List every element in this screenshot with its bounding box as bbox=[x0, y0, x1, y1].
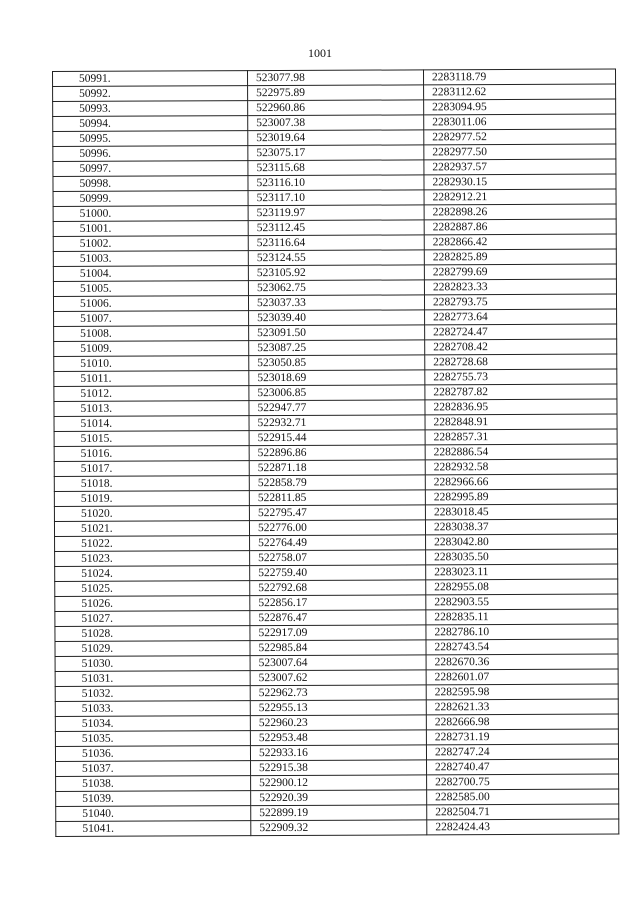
page-number: 1001 bbox=[308, 46, 332, 60]
point-number-cell: 50996. bbox=[53, 146, 248, 162]
point-number-cell: 51007. bbox=[54, 311, 249, 327]
x-coordinate-cell: 522776.00 bbox=[249, 520, 425, 536]
x-coordinate-cell: 522932.71 bbox=[249, 415, 425, 431]
y-coordinate-cell: 2282666.98 bbox=[426, 714, 618, 730]
point-number-cell: 51039. bbox=[56, 791, 251, 807]
point-number-cell: 51017. bbox=[54, 461, 249, 477]
point-number-cell: 51029. bbox=[55, 641, 250, 657]
y-coordinate-cell: 2282793.75 bbox=[424, 294, 616, 310]
point-number-cell: 50995. bbox=[53, 131, 248, 147]
point-number-cell: 51015. bbox=[54, 431, 249, 447]
y-coordinate-cell: 2282848.91 bbox=[425, 414, 617, 430]
y-coordinate-cell: 2282755.73 bbox=[425, 369, 617, 385]
table-row bbox=[56, 819, 619, 836]
point-number-cell: 51014. bbox=[54, 416, 249, 432]
y-coordinate-cell: 2282995.89 bbox=[425, 489, 617, 505]
point-number-cell: 51010. bbox=[54, 356, 249, 372]
y-coordinate-cell: 2282887.86 bbox=[424, 219, 616, 235]
point-number-cell: 51037. bbox=[56, 761, 251, 777]
x-coordinate-cell: 523112.45 bbox=[248, 220, 424, 236]
y-coordinate-cell: 2283112.62 bbox=[424, 84, 616, 100]
y-coordinate-cell: 2282977.52 bbox=[424, 129, 616, 145]
y-coordinate-cell: 2282504.71 bbox=[427, 804, 619, 820]
point-number-cell: 51013. bbox=[54, 401, 249, 417]
point-number-cell: 51018. bbox=[54, 476, 249, 492]
y-coordinate-cell: 2282740.47 bbox=[427, 759, 619, 775]
y-coordinate-cell: 2282747.24 bbox=[426, 744, 618, 760]
y-coordinate-cell: 2282585.00 bbox=[427, 789, 619, 805]
x-coordinate-cell: 523091.50 bbox=[249, 325, 425, 341]
y-coordinate-cell: 2283023.11 bbox=[426, 564, 618, 580]
point-number-cell: 51000. bbox=[53, 206, 248, 222]
point-number-cell: 51003. bbox=[53, 251, 248, 267]
y-coordinate-cell: 2282786.10 bbox=[426, 624, 618, 640]
x-coordinate-cell: 523117.10 bbox=[248, 190, 424, 206]
x-coordinate-cell: 522985.84 bbox=[250, 640, 426, 656]
point-number-cell: 51032. bbox=[55, 686, 250, 702]
y-coordinate-cell: 2283118.79 bbox=[423, 69, 615, 85]
point-number-cell: 50994. bbox=[53, 116, 248, 132]
y-coordinate-cell: 2282823.33 bbox=[424, 279, 616, 295]
x-coordinate-cell: 522975.89 bbox=[248, 85, 424, 101]
y-coordinate-cell: 2282700.75 bbox=[427, 774, 619, 790]
point-number-cell: 51026. bbox=[55, 596, 250, 612]
point-number-cell: 51002. bbox=[53, 236, 248, 252]
point-number-cell: 51033. bbox=[55, 701, 250, 717]
x-coordinate-cell: 522947.77 bbox=[249, 400, 425, 416]
point-number-cell: 50997. bbox=[53, 161, 248, 177]
x-coordinate-cell: 522955.13 bbox=[250, 700, 426, 716]
y-coordinate-cell: 2282731.19 bbox=[426, 729, 618, 745]
point-number-cell: 51041. bbox=[56, 821, 251, 837]
coordinates-table bbox=[52, 69, 619, 837]
point-number-cell: 51012. bbox=[54, 386, 249, 402]
y-coordinate-cell: 2282601.07 bbox=[426, 669, 618, 685]
y-coordinate-cell: 2283094.95 bbox=[424, 99, 616, 115]
point-number-cell: 51009. bbox=[54, 341, 249, 357]
y-coordinate-cell: 2282912.21 bbox=[424, 189, 616, 205]
point-number-cell: 51036. bbox=[55, 746, 250, 762]
point-number-cell: 51035. bbox=[55, 731, 250, 747]
point-number-cell: 51031. bbox=[55, 671, 250, 687]
x-coordinate-cell: 523087.25 bbox=[249, 340, 425, 356]
x-coordinate-cell: 522960.86 bbox=[248, 100, 424, 116]
x-coordinate-cell: 522960.23 bbox=[250, 715, 426, 731]
x-coordinate-cell: 523116.10 bbox=[248, 175, 424, 191]
x-coordinate-cell: 522915.44 bbox=[249, 430, 425, 446]
x-coordinate-cell: 522876.47 bbox=[250, 610, 426, 626]
point-number-cell: 51022. bbox=[55, 536, 250, 552]
coordinates-table-body bbox=[53, 69, 619, 836]
y-coordinate-cell: 2282724.47 bbox=[425, 324, 617, 340]
y-coordinate-cell: 2282898.26 bbox=[424, 204, 616, 220]
point-number-cell: 51040. bbox=[56, 806, 251, 822]
point-number-cell: 50992. bbox=[53, 86, 248, 102]
x-coordinate-cell: 522858.79 bbox=[249, 475, 425, 491]
x-coordinate-cell: 523124.55 bbox=[248, 250, 424, 266]
point-number-cell: 51021. bbox=[54, 521, 249, 537]
point-number-cell: 51030. bbox=[55, 656, 250, 672]
y-coordinate-cell: 2282670.36 bbox=[426, 654, 618, 670]
y-coordinate-cell: 2282621.33 bbox=[426, 699, 618, 715]
y-coordinate-cell: 2283042.80 bbox=[426, 534, 618, 550]
y-coordinate-cell: 2282977.50 bbox=[424, 144, 616, 160]
x-coordinate-cell: 523119.97 bbox=[248, 205, 424, 221]
x-coordinate-cell: 523116.64 bbox=[248, 235, 424, 251]
x-coordinate-cell: 522962.73 bbox=[250, 685, 426, 701]
y-coordinate-cell: 2282708.42 bbox=[425, 339, 617, 355]
x-coordinate-cell: 523039.40 bbox=[249, 310, 425, 326]
x-coordinate-cell: 522899.19 bbox=[251, 805, 427, 821]
y-coordinate-cell: 2282595.98 bbox=[426, 684, 618, 700]
point-number-cell: 51006. bbox=[53, 296, 248, 312]
point-number-cell: 50993. bbox=[53, 101, 248, 117]
x-coordinate-cell: 523019.64 bbox=[248, 130, 424, 146]
y-coordinate-cell: 2282886.54 bbox=[425, 444, 617, 460]
x-coordinate-cell: 522920.39 bbox=[251, 790, 427, 806]
y-coordinate-cell: 2282930.15 bbox=[424, 174, 616, 190]
point-number-cell: 51019. bbox=[54, 491, 249, 507]
x-coordinate-cell: 523018.69 bbox=[249, 370, 425, 386]
point-number-cell: 51011. bbox=[54, 371, 249, 387]
x-coordinate-cell: 523077.98 bbox=[248, 70, 424, 86]
x-coordinate-cell: 522896.86 bbox=[249, 445, 425, 461]
x-coordinate-cell: 523006.85 bbox=[249, 385, 425, 401]
y-coordinate-cell: 2282857.31 bbox=[425, 429, 617, 445]
x-coordinate-cell: 523007.64 bbox=[250, 655, 426, 671]
point-number-cell: 51025. bbox=[55, 581, 250, 597]
y-coordinate-cell: 2282932.58 bbox=[425, 459, 617, 475]
y-coordinate-cell: 2283035.50 bbox=[426, 549, 618, 565]
x-coordinate-cell: 523007.38 bbox=[248, 115, 424, 131]
x-coordinate-cell: 523050.85 bbox=[249, 355, 425, 371]
point-number-cell: 51024. bbox=[55, 566, 250, 582]
x-coordinate-cell: 523007.62 bbox=[250, 670, 426, 686]
y-coordinate-cell: 2282773.64 bbox=[425, 309, 617, 325]
x-coordinate-cell: 522758.07 bbox=[250, 550, 426, 566]
point-number-cell: 51016. bbox=[54, 446, 249, 462]
y-coordinate-cell: 2282787.82 bbox=[425, 384, 617, 400]
point-number-cell: 51001. bbox=[53, 221, 248, 237]
x-coordinate-cell: 522792.68 bbox=[250, 580, 426, 596]
y-coordinate-cell: 2282825.89 bbox=[424, 249, 616, 265]
point-number-cell: 51038. bbox=[56, 776, 251, 792]
point-number-cell: 51028. bbox=[55, 626, 250, 642]
x-coordinate-cell: 522915.38 bbox=[251, 760, 427, 776]
x-coordinate-cell: 522909.32 bbox=[251, 820, 427, 836]
x-coordinate-cell: 522953.48 bbox=[250, 730, 426, 746]
y-coordinate-cell: 2282903.55 bbox=[426, 594, 618, 610]
point-number-cell: 51004. bbox=[53, 266, 248, 282]
y-coordinate-cell: 2282866.42 bbox=[424, 234, 616, 250]
y-coordinate-cell: 2282743.54 bbox=[426, 639, 618, 655]
x-coordinate-cell: 523037.33 bbox=[248, 295, 424, 311]
x-coordinate-cell: 522795.47 bbox=[249, 505, 425, 521]
x-coordinate-cell: 523105.92 bbox=[248, 265, 424, 281]
x-coordinate-cell: 523075.17 bbox=[248, 145, 424, 161]
y-coordinate-cell: 2282955.08 bbox=[426, 579, 618, 595]
point-number-cell: 50998. bbox=[53, 176, 248, 192]
x-coordinate-cell: 522811.85 bbox=[249, 490, 425, 506]
point-number-cell: 51023. bbox=[55, 551, 250, 567]
x-coordinate-cell: 522871.18 bbox=[249, 460, 425, 476]
y-coordinate-cell: 2282835.11 bbox=[426, 609, 618, 625]
y-coordinate-cell: 2282424.43 bbox=[427, 819, 619, 835]
x-coordinate-cell: 522856.17 bbox=[250, 595, 426, 611]
point-number-cell: 51034. bbox=[55, 716, 250, 732]
point-number-cell: 51027. bbox=[55, 611, 250, 627]
x-coordinate-cell: 522917.09 bbox=[250, 625, 426, 641]
point-number-cell: 50999. bbox=[53, 191, 248, 207]
x-coordinate-cell: 522759.40 bbox=[250, 565, 426, 581]
x-coordinate-cell: 522900.12 bbox=[251, 775, 427, 791]
y-coordinate-cell: 2282728.68 bbox=[425, 354, 617, 370]
y-coordinate-cell: 2282937.57 bbox=[424, 159, 616, 175]
y-coordinate-cell: 2283011.06 bbox=[424, 114, 616, 130]
y-coordinate-cell: 2283038.37 bbox=[425, 519, 617, 535]
y-coordinate-cell: 2282836.95 bbox=[425, 399, 617, 415]
x-coordinate-cell: 523062.75 bbox=[248, 280, 424, 296]
y-coordinate-cell: 2283018.45 bbox=[425, 504, 617, 520]
point-number-cell: 51020. bbox=[54, 506, 249, 522]
x-coordinate-cell: 522764.49 bbox=[250, 535, 426, 551]
x-coordinate-cell: 522933.16 bbox=[250, 745, 426, 761]
y-coordinate-cell: 2282966.66 bbox=[425, 474, 617, 490]
x-coordinate-cell: 523115.68 bbox=[248, 160, 424, 176]
y-coordinate-cell: 2282799.69 bbox=[424, 264, 616, 280]
point-number-cell: 51008. bbox=[54, 326, 249, 342]
point-number-cell: 51005. bbox=[53, 281, 248, 297]
point-number-cell: 50991. bbox=[53, 71, 248, 87]
